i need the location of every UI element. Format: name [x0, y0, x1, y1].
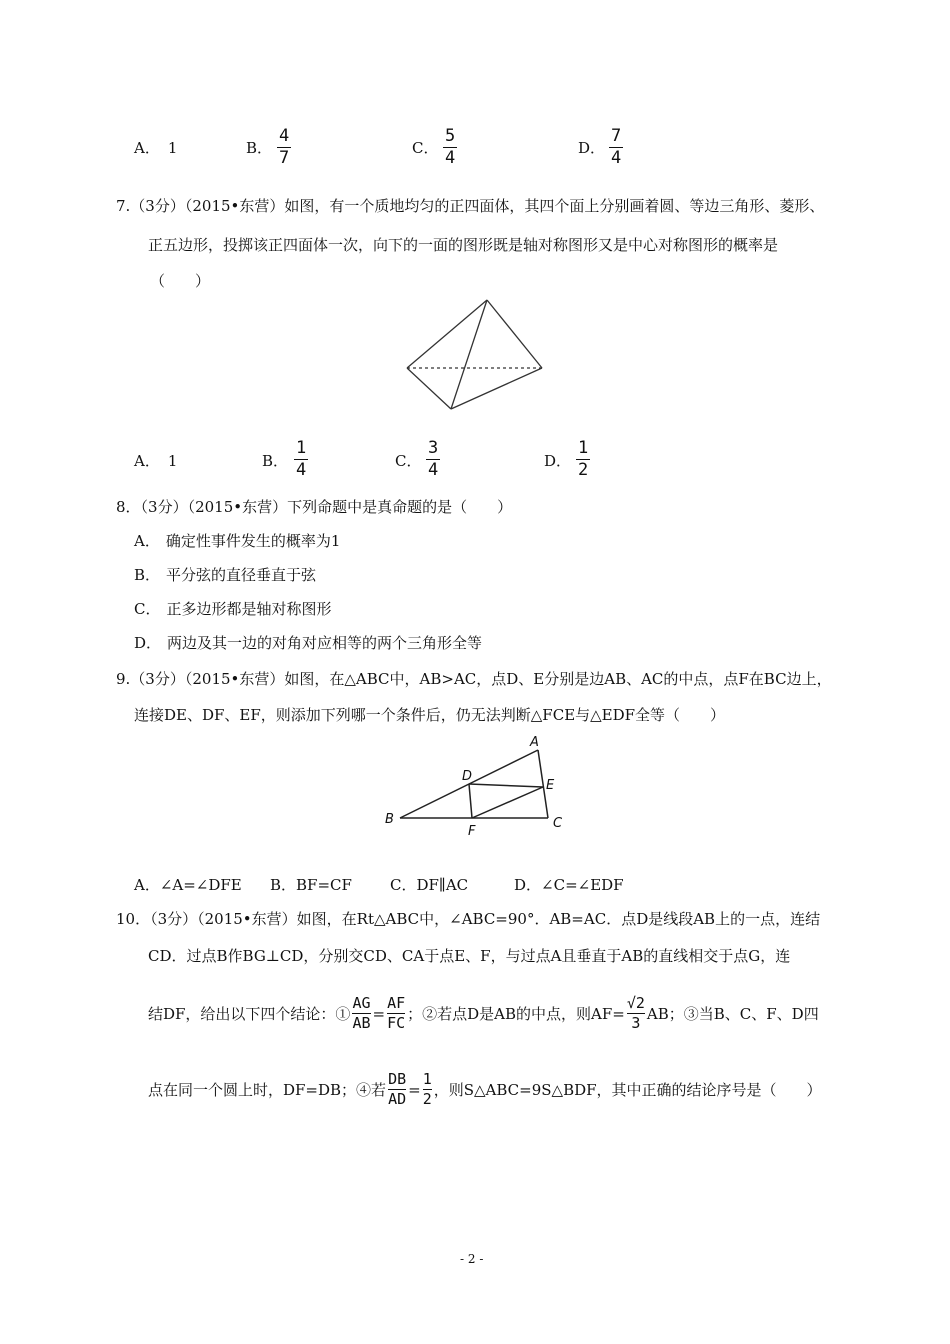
- q9-option-b: B．BF=CF: [270, 876, 352, 894]
- db-over-ad-fraction: $\frac{DB}{AD}$: [388, 1070, 407, 1108]
- q9-stem-line2: 连接DE、DF、EF，则添加下列哪一个条件后，仍无法判断△FCE与△EDF全等（ ）: [134, 706, 726, 724]
- point-e-label: E: [546, 778, 555, 793]
- point-b-label: B: [385, 812, 394, 827]
- q6-option-b-fraction: 4 7: [279, 126, 290, 168]
- tetrahedron-figure: [405, 298, 545, 413]
- q9-option-a: A．∠A=∠DFE: [134, 876, 242, 894]
- point-f-label: F: [468, 824, 476, 839]
- q7-option-d-fraction: 1 2: [578, 438, 589, 480]
- q6-option-d-fraction: 7 4: [611, 126, 622, 168]
- q7-option-b-label: B．: [262, 452, 289, 470]
- page-number: - 2 -: [460, 1252, 484, 1266]
- q6-option-d-label: D．: [578, 139, 606, 157]
- q10-stem-line4: 点在同一个圆上时，DF=DB；④若 $\frac{DB}{AD}$ = $\frac{1}{2}$ ，则S△ABC=9S△BDF，其中正确的结论序号是（ ）: [148, 1070, 822, 1108]
- one-half-fraction: $\frac{1}{2}$: [422, 1070, 432, 1108]
- q7-stem-line3: （ ）: [150, 272, 211, 290]
- q9-option-d: D．∠C=∠EDF: [514, 876, 624, 894]
- q8-option-a: A． 确定性事件发生的概率为1: [134, 532, 341, 550]
- q9-stem-line1: 9.（3分）（2015•东营）如图，在△ABC中，AB>AC，点D、E分别是边AB、AC的中点，点F在BC边上，: [116, 670, 832, 688]
- q8-option-c: C． 正多边形都是轴对称图形: [134, 600, 332, 618]
- q10-stem-line3: 结DF，给出以下四个结论：① $\frac{AG}{AB}$ = $\frac{AF}{FC}$ ；②若点D是AB的中点，则AF= $\frac{√2}{3}$ AB；③当B、C、F、D四: [148, 994, 819, 1032]
- q8-option-b: B． 平分弦的直径垂直于弦: [134, 566, 317, 584]
- q6-option-a: A． 1: [134, 139, 178, 157]
- sqrt2-over-3-fraction: $\frac{√2}{3}$: [626, 994, 645, 1032]
- q10-stem-line1: 10．（3分）（2015•东营）如图，在Rt△ABC中，∠ABC=90°．AB=AC．点D是线段AB上的一点，连结: [116, 910, 821, 928]
- q10-stem-line2: CD．过点B作BG⊥CD，分别交CD、CA于点E、F，与过点A且垂直于AB的直线相交于点G，连: [148, 947, 791, 965]
- q8-stem: 8．（3分）（2015•东营）下列命题中是真命题的是（ ）: [116, 498, 513, 516]
- point-a-label: A: [530, 735, 539, 750]
- q7-option-d-label: D．: [544, 452, 572, 470]
- q7-stem-line2: 正五边形，投掷该正四面体一次，向下的一面的图形既是轴对称图形又是中心对称图形的概率是: [148, 236, 779, 254]
- q9-option-c: C．DF∥AC: [390, 876, 469, 894]
- q8-option-d: D． 两边及其一边的对角对应相等的两个三角形全等: [134, 634, 483, 652]
- ag-over-ab-fraction: $\frac{AG}{AB}$: [352, 994, 371, 1032]
- q6-option-c-label: C．: [412, 139, 439, 157]
- af-over-fc-fraction: $\frac{AF}{FC}$: [387, 994, 406, 1032]
- q7-stem-line1: 7.（3分）（2015•东营）如图，有一个质地均匀的正四面体，其四个面上分别画着圆、等边三角形、菱形、: [116, 197, 825, 215]
- q7-option-a: A． 1: [134, 452, 178, 470]
- q7-option-c-fraction: 3 4: [428, 438, 439, 480]
- triangle-abc-figure: [380, 730, 580, 840]
- q6-option-b-label: B．: [246, 139, 273, 157]
- point-c-label: C: [553, 816, 563, 831]
- q7-option-b-fraction: 1 4: [296, 438, 307, 480]
- q6-option-c-fraction: 5 4: [445, 126, 456, 168]
- q7-option-c-label: C．: [395, 452, 422, 470]
- point-d-label: D: [462, 769, 473, 784]
